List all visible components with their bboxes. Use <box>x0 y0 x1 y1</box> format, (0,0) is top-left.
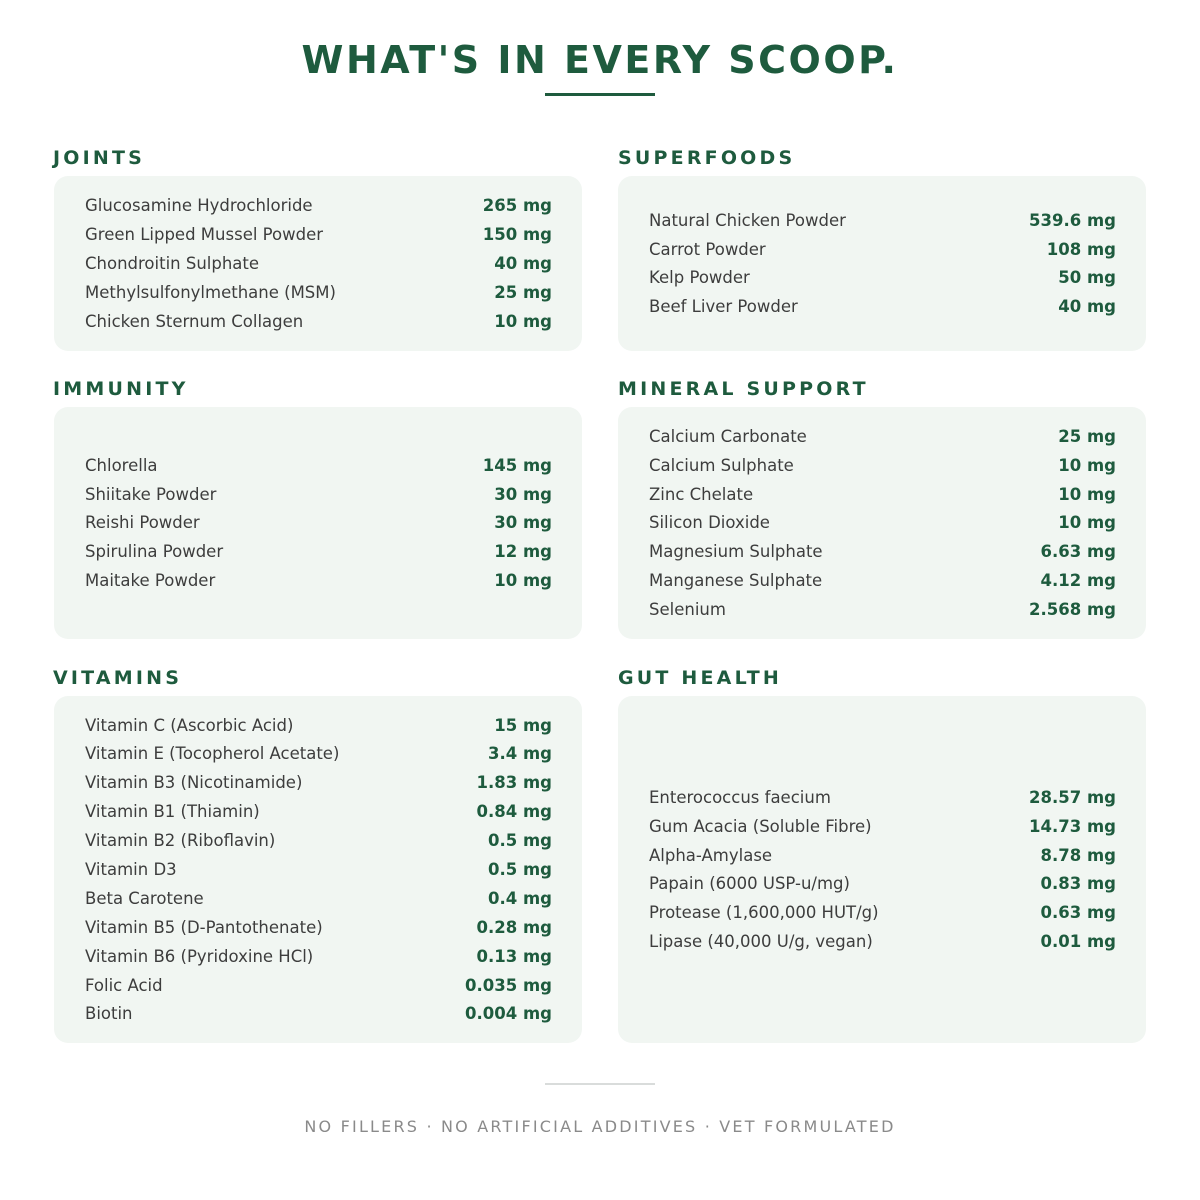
ingredient-row <box>649 509 1116 538</box>
ingredient-card-joints <box>54 176 582 351</box>
ingredient-amount: 0.4 mg <box>488 888 552 908</box>
page-title: WHAT'S IN EVERY SCOOP. <box>301 38 899 82</box>
ingredient-amount: 0.5 mg <box>488 859 552 879</box>
ingredient-name: Spirulina Powder <box>85 542 224 562</box>
ingredient-card-superfoods <box>618 176 1146 351</box>
ingredient-amount: 1.83 mg <box>476 773 552 793</box>
ingredient-name: Chlorella <box>85 455 158 475</box>
ingredient-name: Vitamin D3 <box>85 859 177 879</box>
ingredient-name: Vitamin B6 (Pyridoxine HCl) <box>85 946 314 966</box>
ingredient-row <box>85 249 552 278</box>
section-heading-vitamins: VITAMINS <box>53 667 183 689</box>
section-heading-immunity: IMMUNITY <box>53 378 189 400</box>
ingredient-row <box>85 739 552 768</box>
ingredient-row <box>649 264 1116 293</box>
ingredient-amount: 3.4 mg <box>488 744 552 764</box>
ingredient-row <box>649 898 1116 927</box>
ingredient-amount: 108 mg <box>1046 239 1116 259</box>
ingredient-amount: 6.63 mg <box>1040 542 1116 562</box>
ingredient-amount: 14.73 mg <box>1029 816 1116 836</box>
ingredient-name: Reishi Powder <box>85 513 200 533</box>
ingredient-amount: 28.57 mg <box>1029 787 1116 807</box>
ingredient-row <box>85 826 552 855</box>
ingredient-row <box>649 422 1116 451</box>
ingredient-name: Protease (1,600,000 HUT/g) <box>649 903 879 923</box>
ingredient-row <box>649 870 1116 899</box>
ingredient-row <box>85 971 552 1000</box>
ingredient-name: Vitamin E (Tocopherol Acetate) <box>85 744 340 764</box>
ingredient-row <box>649 537 1116 566</box>
ingredient-amount: 10 mg <box>1058 455 1116 475</box>
ingredient-name: Papain (6000 USP-u/mg) <box>649 874 850 894</box>
ingredient-row <box>649 783 1116 812</box>
ingredient-row <box>85 278 552 307</box>
title-underline <box>545 93 655 96</box>
ingredient-name: Vitamin B3 (Nicotinamide) <box>85 773 303 793</box>
ingredient-row <box>649 235 1116 264</box>
ingredient-amount: 15 mg <box>494 715 552 735</box>
ingredient-name: Natural Chicken Powder <box>649 210 846 230</box>
ingredient-amount: 150 mg <box>482 225 552 245</box>
ingredient-amount: 0.035 mg <box>465 975 552 995</box>
ingredient-name: Shiitake Powder <box>85 484 217 504</box>
ingredient-amount: 145 mg <box>482 455 552 475</box>
ingredient-amount: 25 mg <box>1058 426 1116 446</box>
ingredient-row <box>85 191 552 220</box>
ingredient-row <box>85 797 552 826</box>
ingredient-row <box>649 812 1116 841</box>
ingredient-name: Biotin <box>85 1004 133 1024</box>
ingredient-row <box>649 841 1116 870</box>
ingredient-row <box>85 480 552 509</box>
ingredient-name: Enterococcus faecium <box>649 787 831 807</box>
ingredient-row <box>85 913 552 942</box>
footer-divider <box>545 1083 655 1085</box>
ingredient-row <box>85 1000 552 1029</box>
ingredient-amount: 0.84 mg <box>476 802 552 822</box>
ingredient-amount: 10 mg <box>1058 513 1116 533</box>
ingredient-card-vitamins <box>54 696 582 1043</box>
ingredient-card-gut-health <box>618 696 1146 1043</box>
ingredient-row <box>85 220 552 249</box>
ingredient-name: Lipase (40,000 U/g, vegan) <box>649 932 873 952</box>
ingredient-row <box>649 480 1116 509</box>
footer-tagline: NO FILLERS · NO ARTIFICIAL ADDITIVES · VET FORMULATED <box>304 1117 896 1136</box>
ingredient-name: Calcium Carbonate <box>649 426 807 446</box>
ingredient-amount: 4.12 mg <box>1040 571 1116 591</box>
ingredient-row <box>85 509 552 538</box>
ingredient-name: Zinc Chelate <box>649 484 754 504</box>
ingredient-amount: 0.004 mg <box>465 1004 552 1024</box>
ingredient-row <box>85 942 552 971</box>
ingredient-row <box>85 451 552 480</box>
ingredient-amount: 0.13 mg <box>476 946 552 966</box>
ingredient-amount: 10 mg <box>494 311 552 331</box>
ingredient-name: Manganese Sulphate <box>649 571 823 591</box>
ingredient-amount: 265 mg <box>482 196 552 216</box>
ingredient-amount: 2.568 mg <box>1029 600 1116 620</box>
ingredient-name: Chicken Sternum Collagen <box>85 311 304 331</box>
ingredient-row <box>85 537 552 566</box>
ingredient-name: Chondroitin Sulphate <box>85 253 260 273</box>
section-heading-mineral-support: MINERAL SUPPORT <box>618 378 869 400</box>
ingredient-amount: 539.6 mg <box>1029 210 1116 230</box>
ingredient-name: Vitamin B2 (Riboflavin) <box>85 831 276 851</box>
ingredient-name: Vitamin B1 (Thiamin) <box>85 802 260 822</box>
ingredient-amount: 12 mg <box>494 542 552 562</box>
ingredient-row <box>649 292 1116 321</box>
ingredient-name: Calcium Sulphate <box>649 455 794 475</box>
ingredient-row <box>85 884 552 913</box>
ingredient-card-mineral-support <box>618 407 1146 639</box>
ingredient-amount: 40 mg <box>494 253 552 273</box>
ingredient-amount: 8.78 mg <box>1040 845 1116 865</box>
ingredient-name: Vitamin C (Ascorbic Acid) <box>85 715 294 735</box>
ingredient-amount: 30 mg <box>494 484 552 504</box>
ingredient-name: Carrot Powder <box>649 239 766 259</box>
ingredient-name: Folic Acid <box>85 975 163 995</box>
ingredient-row <box>649 595 1116 624</box>
ingredient-name: Green Lipped Mussel Powder <box>85 225 324 245</box>
ingredient-name: Vitamin B5 (D-Pantothenate) <box>85 917 323 937</box>
ingredient-row <box>85 566 552 595</box>
ingredient-amount: 0.01 mg <box>1040 932 1116 952</box>
ingredient-amount: 0.28 mg <box>476 917 552 937</box>
ingredient-name: Maitake Powder <box>85 571 216 591</box>
section-heading-joints: JOINTS <box>53 147 146 169</box>
ingredient-row <box>85 307 552 336</box>
ingredient-amount: 30 mg <box>494 513 552 533</box>
ingredient-amount: 10 mg <box>494 571 552 591</box>
ingredient-amount: 50 mg <box>1058 268 1116 288</box>
ingredient-name: Kelp Powder <box>649 268 750 288</box>
ingredient-name: Alpha-Amylase <box>649 845 773 865</box>
ingredient-card-immunity <box>54 407 582 639</box>
ingredient-name: Beta Carotene <box>85 888 204 908</box>
ingredient-row <box>85 711 552 740</box>
ingredient-name: Methylsulfonylmethane (MSM) <box>85 282 336 302</box>
section-heading-superfoods: SUPERFOODS <box>618 147 796 169</box>
ingredient-amount: 25 mg <box>494 282 552 302</box>
section-heading-gut-health: GUT HEALTH <box>618 667 783 689</box>
ingredient-row <box>85 768 552 797</box>
ingredient-name: Gum Acacia (Soluble Fibre) <box>649 816 872 836</box>
ingredient-name: Glucosamine Hydrochloride <box>85 196 313 216</box>
ingredient-row <box>649 451 1116 480</box>
ingredient-amount: 10 mg <box>1058 484 1116 504</box>
ingredient-row <box>649 927 1116 956</box>
ingredient-name: Beef Liver Powder <box>649 297 798 317</box>
ingredient-name: Selenium <box>649 600 726 620</box>
ingredient-row <box>649 566 1116 595</box>
ingredient-amount: 40 mg <box>1058 297 1116 317</box>
ingredient-amount: 0.5 mg <box>488 831 552 851</box>
ingredient-amount: 0.63 mg <box>1040 903 1116 923</box>
ingredient-row <box>649 206 1116 235</box>
ingredient-name: Magnesium Sulphate <box>649 542 823 562</box>
ingredient-row <box>85 855 552 884</box>
ingredient-amount: 0.83 mg <box>1040 874 1116 894</box>
ingredient-name: Silicon Dioxide <box>649 513 770 533</box>
